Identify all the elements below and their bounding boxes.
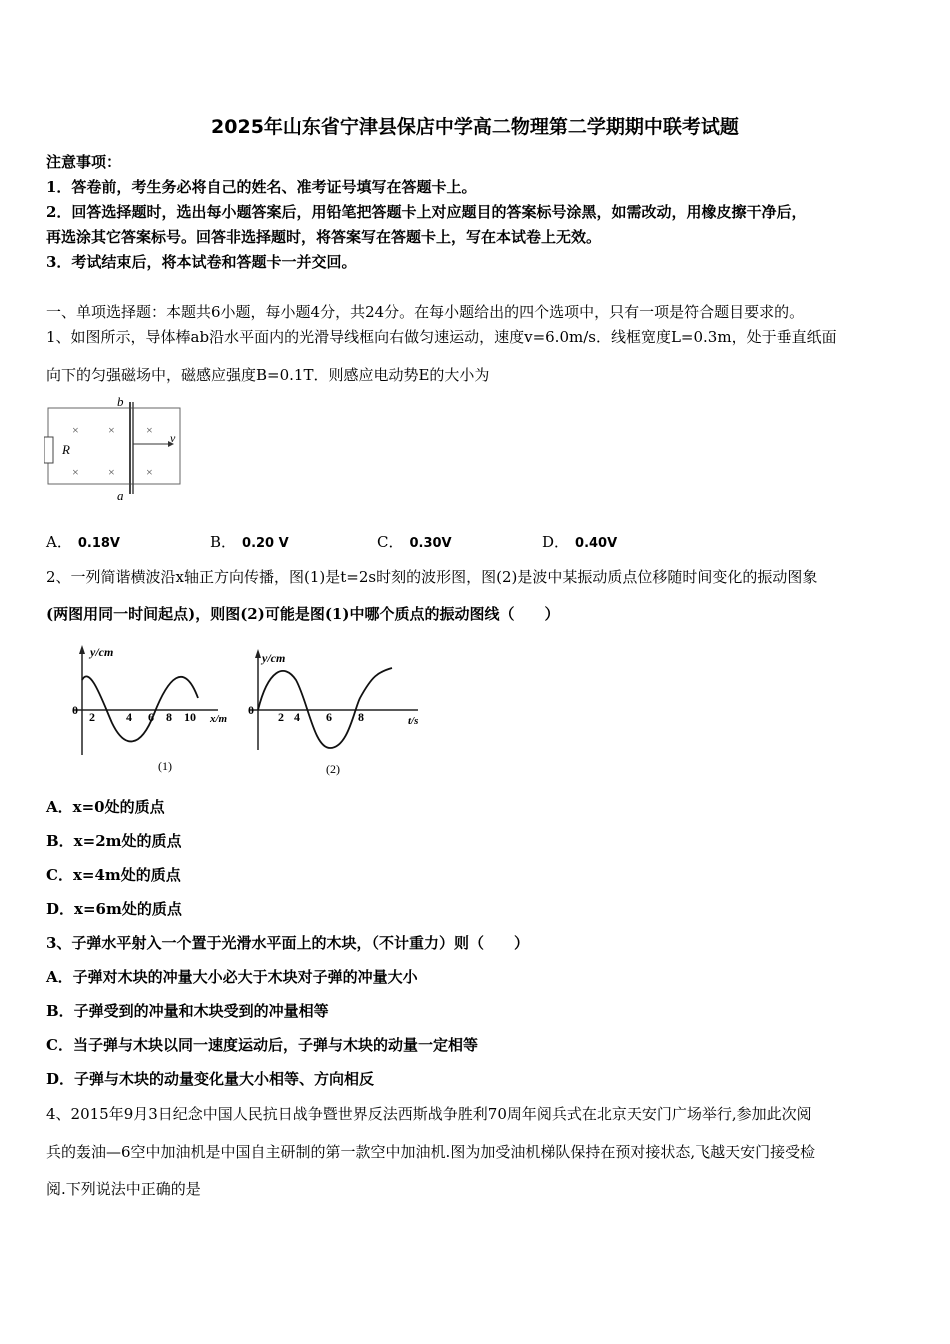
q1-option-c[interactable]: C． 0.30V — [377, 533, 452, 551]
q3-stem: 3、子弹水平射入一个置于光滑水平面上的木块，（不计重力）则（ ） — [46, 934, 529, 952]
q3-option-a[interactable]: A．子弹对木块的冲量大小必大于木块对子弹的冲量大小 — [46, 968, 418, 986]
fig2-tick: 2 — [278, 710, 284, 724]
q2-stem-line2: (两图用同一时间起点)，则图(2)可能是图(1)中哪个质点的振动图线（ ） — [46, 605, 560, 623]
q1-cross: × — [146, 423, 153, 437]
q1-option-a[interactable]: A． 0.18V — [46, 533, 120, 551]
q1-circuit-figure — [44, 394, 184, 502]
page-title: 2025年山东省宁津县保店中学高二物理第二学期期中联考试题 — [211, 116, 739, 138]
q2-wave-figures — [68, 640, 438, 780]
fig2-tick: 6 — [326, 710, 332, 724]
fig2-tick: 4 — [294, 710, 300, 724]
notice-heading: 注意事项： — [46, 153, 122, 171]
notice-item-2: 2．回答选择题时，选出每小题答案后，用铅笔把答题卡上对应题目的答案标号涂黑，如需改动，用橡皮擦干净后， — [46, 203, 807, 221]
q1-option-b[interactable]: B． 0.20 V — [210, 533, 289, 551]
q2-option-a[interactable]: A．x=0处的质点 — [46, 798, 165, 816]
q2-option-d[interactable]: D．x=6m处的质点 — [46, 900, 182, 918]
q4-stem-line2: 兵的轰油—6空中加油机是中国自主研制的第一款空中加油机.图为加受油机梯队保持在预对接状态,飞越天安门接受检 — [46, 1143, 816, 1161]
q3-option-c[interactable]: C．当子弹与木块以同一速度运动后，子弹与木块的动量一定相等 — [46, 1036, 478, 1054]
q3-option-b[interactable]: B．子弹受到的冲量和木块受到的冲量相等 — [46, 1002, 329, 1020]
fig1-xlabel: x/m — [210, 713, 228, 725]
notice-item-2-cont: 再选涂其它答案标号。回答非选择题时，将答案写在答题卡上，写在本试卷上无效。 — [46, 228, 602, 246]
q2-option-c[interactable]: C．x=4m处的质点 — [46, 866, 181, 884]
fig1-tick: 4 — [126, 710, 132, 724]
fig2-caption: (2) — [326, 762, 340, 776]
fig1-tick: 8 — [166, 710, 172, 724]
q1-cross: × — [108, 465, 115, 479]
section-heading: 一、单项选择题：本题共6小题，每小题4分，共24分。在每小题给出的四个选项中，只有一项是符合题目要求的。 — [46, 303, 805, 321]
fig2-ylabel: y/cm — [262, 651, 286, 665]
q1-cross: × — [72, 465, 79, 479]
fig2-xlabel: t/s — [408, 715, 419, 727]
q1-stem-line1: 1、如图所示，导体棒ab沿水平面内的光滑导线框向右做匀速运动，速度v=6.0m/s．线框宽度L=0.3m，处于垂直纸面 — [46, 328, 837, 346]
notice-item-3: 3．考试结束后，将本试卷和答题卡一并交回。 — [46, 253, 357, 271]
fig1-tick: 2 — [89, 710, 95, 724]
q2-option-b[interactable]: B．x=2m处的质点 — [46, 832, 182, 850]
fig1-tick: 10 — [184, 710, 196, 724]
q1-label-a: a — [117, 488, 124, 502]
q3-option-d[interactable]: D．子弹与木块的动量变化量大小相等、方向相反 — [46, 1070, 375, 1088]
q1-label-b: b — [117, 394, 124, 409]
q1-cross: × — [108, 423, 115, 437]
notice-item-1: 1．答卷前，考生务必将自己的姓名、准考证号填写在答题卡上。 — [46, 178, 477, 196]
fig2-origin: 0 — [248, 703, 254, 717]
q1-label-R: R — [62, 442, 70, 457]
q4-stem-line3: 阅.下列说法中正确的是 — [46, 1180, 201, 1198]
q1-cross: × — [72, 423, 79, 437]
q1-cross: × — [146, 465, 153, 479]
fig2-tick: 8 — [358, 710, 364, 724]
fig1-caption: (1) — [158, 759, 172, 773]
fig1-tick: 6 — [148, 710, 154, 724]
q4-stem-line1: 4、2015年9月3日纪念中国人民抗日战争暨世界反法西斯战争胜利70周年阅兵式在北京天安门广场举行,参加此次阅 — [46, 1105, 812, 1123]
q2-stem-line1: 2、一列简谐横波沿x轴正方向传播，图(1)是t=2s时刻的波形图，图(2)是波中某振动质点位移随时间变化的振动图象 — [46, 568, 818, 586]
q1-label-v: v — [170, 431, 176, 445]
q1-option-d[interactable]: D． 0.40V — [542, 533, 618, 551]
fig1-ylabel: y/cm — [90, 645, 114, 659]
fig1-origin: 0 — [72, 703, 78, 717]
q1-stem-line2: 向下的匀强磁场中，磁感应强度B=0.1T．则感应电动势E的大小为 — [46, 366, 490, 384]
